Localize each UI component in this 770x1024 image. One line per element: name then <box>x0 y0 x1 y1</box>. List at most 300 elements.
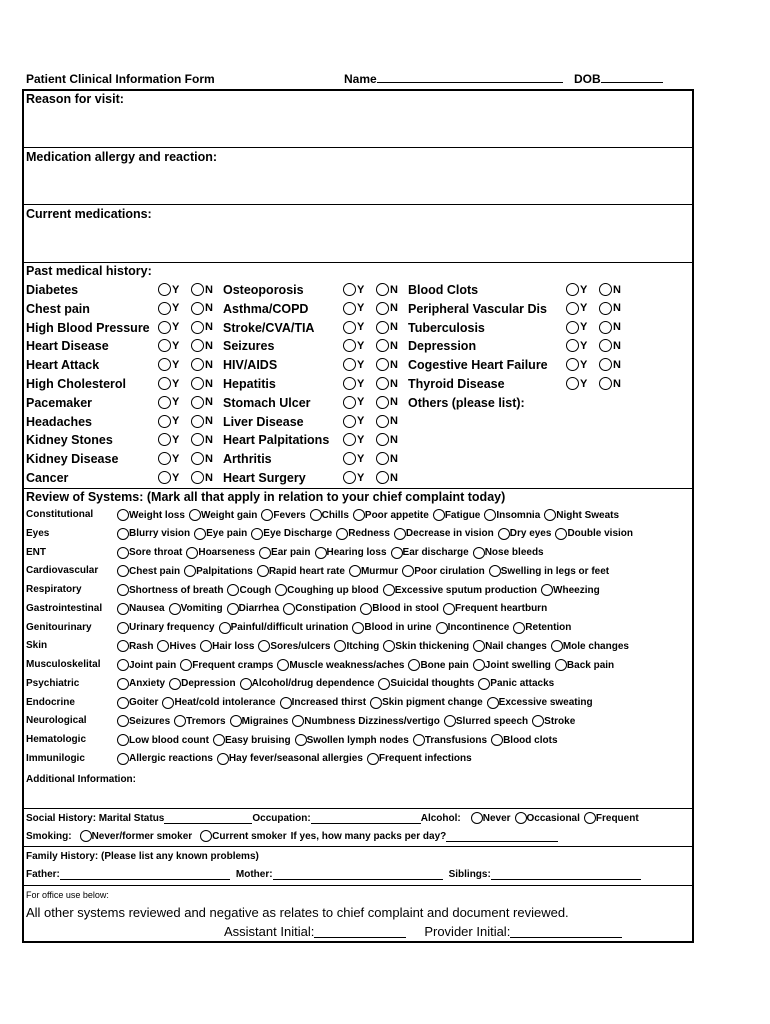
tuberculosis-no-option[interactable] <box>599 321 621 334</box>
radio-circle-icon[interactable] <box>566 358 579 371</box>
arthritis-no-option[interactable] <box>376 452 398 465</box>
cogestive-heart-failure-yes-option[interactable] <box>566 358 587 371</box>
hiv-aids-no-option[interactable] <box>376 358 398 371</box>
symptom-palpitations-checkbox[interactable] <box>184 565 253 577</box>
current-medications-field[interactable] <box>26 225 686 259</box>
cancer-yes-option[interactable] <box>158 471 179 484</box>
radio-circle-icon[interactable] <box>191 283 204 296</box>
symptom-dry-eyes-checkbox[interactable] <box>498 528 552 540</box>
radio-circle-icon[interactable] <box>584 812 596 824</box>
radio-circle-icon[interactable] <box>599 358 612 371</box>
symptom-weight-loss-checkbox[interactable] <box>117 509 185 521</box>
radio-circle-icon[interactable] <box>158 358 171 371</box>
symptom-anxiety-checkbox[interactable] <box>117 678 165 690</box>
additional-information-field[interactable] <box>26 788 686 806</box>
radio-circle-icon[interactable] <box>158 302 171 315</box>
symptom-stroke-checkbox[interactable] <box>532 715 575 727</box>
radio-circle-icon[interactable] <box>471 812 483 824</box>
checkbox-circle-icon[interactable] <box>117 584 129 596</box>
radio-circle-icon[interactable] <box>376 471 389 484</box>
checkbox-circle-icon[interactable] <box>353 509 365 521</box>
symptom-ear-discharge-checkbox[interactable] <box>391 547 469 559</box>
symptom-insomnia-checkbox[interactable] <box>484 509 540 521</box>
symptom-blood-in-stool-checkbox[interactable] <box>360 603 439 615</box>
checkbox-circle-icon[interactable] <box>334 640 346 652</box>
high-cholesterol-no-option[interactable] <box>191 377 213 390</box>
cancer-no-option[interactable] <box>191 471 213 484</box>
symptom-urinary-frequency-checkbox[interactable] <box>117 622 215 634</box>
symptom-fatigue-checkbox[interactable] <box>433 509 481 521</box>
checkbox-circle-icon[interactable] <box>402 565 414 577</box>
occupation-input[interactable] <box>311 813 421 824</box>
checkbox-circle-icon[interactable] <box>169 678 181 690</box>
checkbox-circle-icon[interactable] <box>408 659 420 671</box>
checkbox-circle-icon[interactable] <box>117 547 129 559</box>
chest-pain-yes-option[interactable] <box>158 302 179 315</box>
symptom-hives-checkbox[interactable] <box>157 640 196 652</box>
checkbox-circle-icon[interactable] <box>213 734 225 746</box>
symptom-back-pain-checkbox[interactable] <box>555 659 614 671</box>
checkbox-circle-icon[interactable] <box>180 659 192 671</box>
kidney-disease-no-option[interactable] <box>191 452 213 465</box>
provider-initial-input[interactable] <box>510 925 622 938</box>
checkbox-circle-icon[interactable] <box>117 622 129 634</box>
checkbox-circle-icon[interactable] <box>275 584 287 596</box>
symptom-excessive-sputum-production-checkbox[interactable] <box>383 584 537 596</box>
heart-attack-yes-option[interactable] <box>158 358 179 371</box>
checkbox-circle-icon[interactable] <box>489 565 501 577</box>
liver-disease-yes-option[interactable] <box>343 415 364 428</box>
name-input-line[interactable] <box>377 72 563 83</box>
symptom-nausea-checkbox[interactable] <box>117 603 165 615</box>
headaches-yes-option[interactable] <box>158 415 179 428</box>
radio-circle-icon[interactable] <box>200 830 212 842</box>
stomach-ulcer-yes-option[interactable] <box>343 396 364 409</box>
checkbox-circle-icon[interactable] <box>117 697 129 709</box>
checkbox-circle-icon[interactable] <box>360 603 372 615</box>
asthma-copd-yes-option[interactable] <box>343 302 364 315</box>
symptom-bone-pain-checkbox[interactable] <box>408 659 468 671</box>
symptom-blurry-vision-checkbox[interactable] <box>117 528 190 540</box>
radio-circle-icon[interactable] <box>191 396 204 409</box>
radio-circle-icon[interactable] <box>191 377 204 390</box>
symptom-numbness-dizziness-vertigo-checkbox[interactable] <box>292 715 440 727</box>
symptom-low-blood-count-checkbox[interactable] <box>117 734 209 746</box>
symptom-easy-bruising-checkbox[interactable] <box>213 734 291 746</box>
checkbox-circle-icon[interactable] <box>169 603 181 615</box>
tuberculosis-yes-option[interactable] <box>566 321 587 334</box>
checkbox-circle-icon[interactable] <box>240 678 252 690</box>
checkbox-circle-icon[interactable] <box>383 640 395 652</box>
radio-circle-icon[interactable] <box>158 452 171 465</box>
radio-circle-icon[interactable] <box>158 283 171 296</box>
checkbox-circle-icon[interactable] <box>394 528 406 540</box>
radio-circle-icon[interactable] <box>158 433 171 446</box>
smoking-current-option[interactable]: Current smoker <box>200 830 286 842</box>
symptom-coughing-up-blood-checkbox[interactable] <box>275 584 379 596</box>
radio-circle-icon[interactable] <box>343 433 356 446</box>
radio-circle-icon[interactable] <box>376 358 389 371</box>
symptom-sores-ulcers-checkbox[interactable] <box>258 640 330 652</box>
symptom-retention-checkbox[interactable] <box>513 622 571 634</box>
medication-allergy-field[interactable] <box>26 168 686 202</box>
symptom-frequent-heartburn-checkbox[interactable] <box>443 603 547 615</box>
symptom-migraines-checkbox[interactable] <box>230 715 289 727</box>
symptom-blood-clots-checkbox[interactable] <box>491 734 557 746</box>
checkbox-circle-icon[interactable] <box>162 697 174 709</box>
symptom-label: Alcohol/drug dependence <box>251 678 375 690</box>
checkbox-circle-icon[interactable] <box>277 659 289 671</box>
checkbox-circle-icon[interactable] <box>310 509 322 521</box>
hiv-aids-yes-option[interactable] <box>343 358 364 371</box>
symptom-allergic-reactions-checkbox[interactable] <box>117 753 213 765</box>
checkbox-circle-icon[interactable] <box>189 509 201 521</box>
heart-attack-no-option[interactable] <box>191 358 213 371</box>
symptom-transfusions-checkbox[interactable] <box>413 734 487 746</box>
heart-disease-yes-option[interactable] <box>158 339 179 352</box>
peripheral-vascular-dis-no-option[interactable] <box>599 302 621 315</box>
checkbox-circle-icon[interactable] <box>413 734 425 746</box>
checkbox-circle-icon[interactable] <box>292 715 304 727</box>
heart-palpitations-yes-option[interactable] <box>343 433 364 446</box>
checkbox-circle-icon[interactable] <box>117 565 129 577</box>
symptom-label: Stroke <box>544 715 576 727</box>
symptom-swollen-lymph-nodes-checkbox[interactable] <box>295 734 409 746</box>
radio-circle-icon[interactable] <box>515 812 527 824</box>
checkbox-circle-icon[interactable] <box>532 715 544 727</box>
checkbox-circle-icon[interactable] <box>259 547 271 559</box>
radio-circle-icon[interactable] <box>343 377 356 390</box>
chest-pain-no-option[interactable] <box>191 302 213 315</box>
symptom-frequent-cramps-checkbox[interactable] <box>180 659 273 671</box>
seizures-no-option[interactable] <box>376 339 398 352</box>
radio-circle-icon[interactable] <box>343 452 356 465</box>
symptom-incontinence-checkbox[interactable] <box>436 622 510 634</box>
symptom-suicidal-thoughts-checkbox[interactable] <box>378 678 474 690</box>
pacemaker-yes-option[interactable] <box>158 396 179 409</box>
high-cholesterol-yes-option[interactable] <box>158 377 179 390</box>
symptom-alcohol-drug-dependence-checkbox[interactable] <box>240 678 375 690</box>
checkbox-circle-icon[interactable] <box>157 640 169 652</box>
mother-input[interactable] <box>273 869 443 880</box>
symptom-depression-checkbox[interactable] <box>169 678 235 690</box>
checkbox-circle-icon[interactable] <box>551 640 563 652</box>
radio-circle-icon[interactable] <box>158 471 171 484</box>
symptom-skin-pigment-change-checkbox[interactable] <box>370 697 483 709</box>
checkbox-circle-icon[interactable] <box>498 528 510 540</box>
symptom-chills-checkbox[interactable] <box>310 509 349 521</box>
liver-disease-no-option[interactable] <box>376 415 398 428</box>
checkbox-circle-icon[interactable] <box>117 509 129 521</box>
radio-circle-icon[interactable] <box>599 377 612 390</box>
blood-clots-yes-option[interactable] <box>566 283 587 296</box>
radio-circle-icon[interactable] <box>566 377 579 390</box>
checkbox-circle-icon[interactable] <box>370 697 382 709</box>
checkbox-circle-icon[interactable] <box>484 509 496 521</box>
symptom-sore-throat-checkbox[interactable] <box>117 547 182 559</box>
checkbox-circle-icon[interactable] <box>433 509 445 521</box>
radio-circle-icon[interactable] <box>343 415 356 428</box>
kidney-disease-yes-option[interactable] <box>158 452 179 465</box>
radio-circle-icon[interactable] <box>343 339 356 352</box>
radio-circle-icon[interactable] <box>80 830 92 842</box>
checkbox-circle-icon[interactable] <box>280 697 292 709</box>
symptom-poor-appetite-checkbox[interactable] <box>353 509 429 521</box>
heart-surgery-no-option[interactable] <box>376 471 398 484</box>
smoking-never-option[interactable]: Never/former smoker <box>80 830 193 842</box>
checkbox-circle-icon[interactable] <box>349 565 361 577</box>
radio-circle-icon[interactable] <box>191 433 204 446</box>
symptom-hay-fever-seasonal-allergies-checkbox[interactable] <box>217 753 363 765</box>
checkbox-circle-icon[interactable] <box>174 715 186 727</box>
symptom-tremors-checkbox[interactable] <box>174 715 225 727</box>
symptom-cough-checkbox[interactable] <box>227 584 271 596</box>
radio-circle-icon[interactable] <box>376 283 389 296</box>
diabetes-yes-option[interactable] <box>158 283 179 296</box>
symptom-constipation-checkbox[interactable] <box>283 603 356 615</box>
radio-circle-icon[interactable] <box>343 283 356 296</box>
checkbox-circle-icon[interactable] <box>230 715 242 727</box>
hepatitis-no-option[interactable] <box>376 377 398 390</box>
high-blood-pressure-yes-option[interactable] <box>158 321 179 334</box>
checkbox-circle-icon[interactable] <box>367 753 379 765</box>
osteoporosis-yes-option[interactable] <box>343 283 364 296</box>
radio-circle-icon[interactable] <box>158 339 171 352</box>
checkbox-circle-icon[interactable] <box>117 734 129 746</box>
radio-circle-icon[interactable] <box>191 339 204 352</box>
symptom-heat-cold-intolerance-checkbox[interactable] <box>162 697 275 709</box>
radio-circle-icon[interactable] <box>566 339 579 352</box>
symptom-hoarseness-checkbox[interactable] <box>186 547 255 559</box>
checkbox-circle-icon[interactable] <box>555 659 567 671</box>
checkbox-circle-icon[interactable] <box>117 715 129 727</box>
checkbox-circle-icon[interactable] <box>186 547 198 559</box>
alcohol-occasional-option[interactable]: Occasional <box>515 812 580 824</box>
radio-circle-icon[interactable] <box>376 396 389 409</box>
assistant-initial-input[interactable] <box>314 925 406 938</box>
checkbox-circle-icon[interactable] <box>295 734 307 746</box>
checkbox-circle-icon[interactable] <box>283 603 295 615</box>
radio-circle-icon[interactable] <box>566 283 579 296</box>
radio-circle-icon[interactable] <box>376 433 389 446</box>
symptom-blood-in-urine-checkbox[interactable] <box>352 622 431 634</box>
symptom-goiter-checkbox[interactable] <box>117 697 158 709</box>
radio-circle-icon[interactable] <box>599 283 612 296</box>
checkbox-circle-icon[interactable] <box>117 640 129 652</box>
symptom-nail-changes-checkbox[interactable] <box>473 640 547 652</box>
alcohol-frequent-option[interactable]: Frequent <box>584 812 639 824</box>
marital-status-input[interactable] <box>164 813 252 824</box>
symptom-wheezing-checkbox[interactable] <box>541 584 600 596</box>
checkbox-circle-icon[interactable] <box>443 603 455 615</box>
symptom-eye-pain-checkbox[interactable] <box>194 528 247 540</box>
checkbox-circle-icon[interactable] <box>117 659 129 671</box>
checkbox-circle-icon[interactable] <box>478 678 490 690</box>
checkbox-circle-icon[interactable] <box>487 697 499 709</box>
symptom-double-vision-checkbox[interactable] <box>555 528 633 540</box>
seizures-yes-option[interactable] <box>343 339 364 352</box>
dob-input-line[interactable] <box>601 72 663 83</box>
peripheral-vascular-dis-yes-option[interactable] <box>566 302 587 315</box>
checkbox-circle-icon[interactable] <box>391 547 403 559</box>
stomach-ulcer-no-option[interactable] <box>376 396 398 409</box>
packs-per-day-input[interactable] <box>446 831 558 842</box>
stroke-cva-tia-yes-option[interactable] <box>343 321 364 334</box>
depression-no-option[interactable] <box>599 339 621 352</box>
symptom-muscle-weakness-aches-checkbox[interactable] <box>277 659 404 671</box>
checkbox-circle-icon[interactable] <box>336 528 348 540</box>
symptom-panic-attacks-checkbox[interactable] <box>478 678 554 690</box>
checkbox-circle-icon[interactable] <box>117 753 129 765</box>
checkbox-circle-icon[interactable] <box>258 640 270 652</box>
checkbox-circle-icon[interactable] <box>219 622 231 634</box>
checkbox-circle-icon[interactable] <box>227 603 239 615</box>
radio-circle-icon[interactable] <box>158 415 171 428</box>
symptom-redness-checkbox[interactable] <box>336 528 390 540</box>
checkbox-circle-icon[interactable] <box>473 659 485 671</box>
symptom-chest-pain-checkbox[interactable] <box>117 565 180 577</box>
checkbox-circle-icon[interactable] <box>200 640 212 652</box>
symptom-eye-discharge-checkbox[interactable] <box>251 528 332 540</box>
symptom-decrease-in-vision-checkbox[interactable] <box>394 528 494 540</box>
checkbox-circle-icon[interactable] <box>541 584 553 596</box>
radio-circle-icon[interactable] <box>599 321 612 334</box>
heart-disease-no-option[interactable] <box>191 339 213 352</box>
reason-for-visit-field[interactable] <box>26 110 686 144</box>
checkbox-circle-icon[interactable] <box>555 528 567 540</box>
radio-circle-icon[interactable] <box>343 321 356 334</box>
symptom-poor-cirulation-checkbox[interactable] <box>402 565 485 577</box>
symptom-slurred-speech-checkbox[interactable] <box>444 715 528 727</box>
checkbox-circle-icon[interactable] <box>251 528 263 540</box>
symptom-ear-pain-checkbox[interactable] <box>259 547 310 559</box>
radio-circle-icon[interactable] <box>343 471 356 484</box>
stroke-cva-tia-no-option[interactable] <box>376 321 398 334</box>
checkbox-circle-icon[interactable] <box>352 622 364 634</box>
cogestive-heart-failure-no-option[interactable] <box>599 358 621 371</box>
heart-surgery-yes-option[interactable] <box>343 471 364 484</box>
checkbox-circle-icon[interactable] <box>473 640 485 652</box>
checkbox-circle-icon[interactable] <box>473 547 485 559</box>
symptom-nose-bleeds-checkbox[interactable] <box>473 547 544 559</box>
thyroid-disease-yes-option[interactable] <box>566 377 587 390</box>
checkbox-circle-icon[interactable] <box>261 509 273 521</box>
checkbox-circle-icon[interactable] <box>444 715 456 727</box>
checkbox-circle-icon[interactable] <box>513 622 525 634</box>
high-blood-pressure-no-option[interactable] <box>191 321 213 334</box>
radio-circle-icon[interactable] <box>191 321 204 334</box>
symptom-hair-loss-checkbox[interactable] <box>200 640 254 652</box>
symptom-joint-pain-checkbox[interactable] <box>117 659 176 671</box>
checkbox-circle-icon[interactable] <box>227 584 239 596</box>
alcohol-never-option[interactable]: Never <box>471 812 511 824</box>
radio-circle-icon[interactable] <box>599 302 612 315</box>
checkbox-circle-icon[interactable] <box>383 584 395 596</box>
depression-yes-option[interactable] <box>566 339 587 352</box>
asthma-copd-no-option[interactable] <box>376 302 398 315</box>
checkbox-circle-icon[interactable] <box>544 509 556 521</box>
thyroid-disease-no-option[interactable] <box>599 377 621 390</box>
blood-clots-no-option[interactable] <box>599 283 621 296</box>
kidney-stones-no-option[interactable] <box>191 433 213 446</box>
radio-circle-icon[interactable] <box>191 471 204 484</box>
symptom-hearing-loss-checkbox[interactable] <box>315 547 387 559</box>
checkbox-circle-icon[interactable] <box>117 603 129 615</box>
checkbox-circle-icon[interactable] <box>315 547 327 559</box>
symptom-excessive-sweating-checkbox[interactable] <box>487 697 593 709</box>
osteoporosis-no-option[interactable] <box>376 283 398 296</box>
radio-circle-icon[interactable] <box>191 302 204 315</box>
radio-circle-icon[interactable] <box>158 396 171 409</box>
radio-circle-icon[interactable] <box>158 321 171 334</box>
checkbox-circle-icon[interactable] <box>436 622 448 634</box>
headaches-no-option[interactable] <box>191 415 213 428</box>
radio-circle-icon[interactable] <box>158 377 171 390</box>
symptom-swelling-in-legs-or-feet-checkbox[interactable] <box>489 565 609 577</box>
checkbox-circle-icon[interactable] <box>257 565 269 577</box>
radio-circle-icon[interactable] <box>191 415 204 428</box>
radio-circle-icon[interactable] <box>343 358 356 371</box>
radio-circle-icon[interactable] <box>343 302 356 315</box>
pacemaker-no-option[interactable] <box>191 396 213 409</box>
symptom-night-sweats-checkbox[interactable] <box>544 509 619 521</box>
radio-circle-icon[interactable] <box>191 452 204 465</box>
radio-circle-icon[interactable] <box>566 302 579 315</box>
symptom-rash-checkbox[interactable] <box>117 640 153 652</box>
radio-circle-icon[interactable] <box>599 339 612 352</box>
symptom-painful-difficult-urination-checkbox[interactable] <box>219 622 349 634</box>
symptom-diarrhea-checkbox[interactable] <box>227 603 280 615</box>
radio-circle-icon[interactable] <box>566 321 579 334</box>
radio-circle-icon[interactable] <box>376 415 389 428</box>
radio-circle-icon[interactable] <box>191 358 204 371</box>
radio-circle-icon[interactable] <box>376 321 389 334</box>
arthritis-yes-option[interactable] <box>343 452 364 465</box>
checkbox-circle-icon[interactable] <box>378 678 390 690</box>
symptom-murmur-checkbox[interactable] <box>349 565 398 577</box>
heart-palpitations-no-option[interactable] <box>376 433 398 446</box>
symptom-mole-changes-checkbox[interactable] <box>551 640 629 652</box>
siblings-input[interactable] <box>491 869 641 880</box>
symptom-seizures-checkbox[interactable] <box>117 715 170 727</box>
symptom-shortness-of-breath-checkbox[interactable] <box>117 584 223 596</box>
symptom-increased-thirst-checkbox[interactable] <box>280 697 366 709</box>
symptom-weight-gain-checkbox[interactable] <box>189 509 257 521</box>
radio-circle-icon[interactable] <box>376 377 389 390</box>
symptom-fevers-checkbox[interactable] <box>261 509 305 521</box>
radio-circle-icon[interactable] <box>376 452 389 465</box>
father-input[interactable] <box>60 869 230 880</box>
diabetes-no-option[interactable] <box>191 283 213 296</box>
symptom-joint-swelling-checkbox[interactable] <box>473 659 551 671</box>
checkbox-circle-icon[interactable] <box>117 528 129 540</box>
kidney-stones-yes-option[interactable] <box>158 433 179 446</box>
hepatitis-yes-option[interactable] <box>343 377 364 390</box>
checkbox-circle-icon[interactable] <box>117 678 129 690</box>
checkbox-circle-icon[interactable] <box>217 753 229 765</box>
symptom-vomiting-checkbox[interactable] <box>169 603 223 615</box>
radio-circle-icon[interactable] <box>376 339 389 352</box>
checkbox-circle-icon[interactable] <box>194 528 206 540</box>
checkbox-circle-icon[interactable] <box>491 734 503 746</box>
radio-circle-icon[interactable] <box>376 302 389 315</box>
radio-circle-icon[interactable] <box>343 396 356 409</box>
symptom-frequent-infections-checkbox[interactable] <box>367 753 472 765</box>
symptom-skin-thickening-checkbox[interactable] <box>383 640 469 652</box>
checkbox-circle-icon[interactable] <box>184 565 196 577</box>
symptom-rapid-heart-rate-checkbox[interactable] <box>257 565 345 577</box>
symptom-itching-checkbox[interactable] <box>334 640 379 652</box>
